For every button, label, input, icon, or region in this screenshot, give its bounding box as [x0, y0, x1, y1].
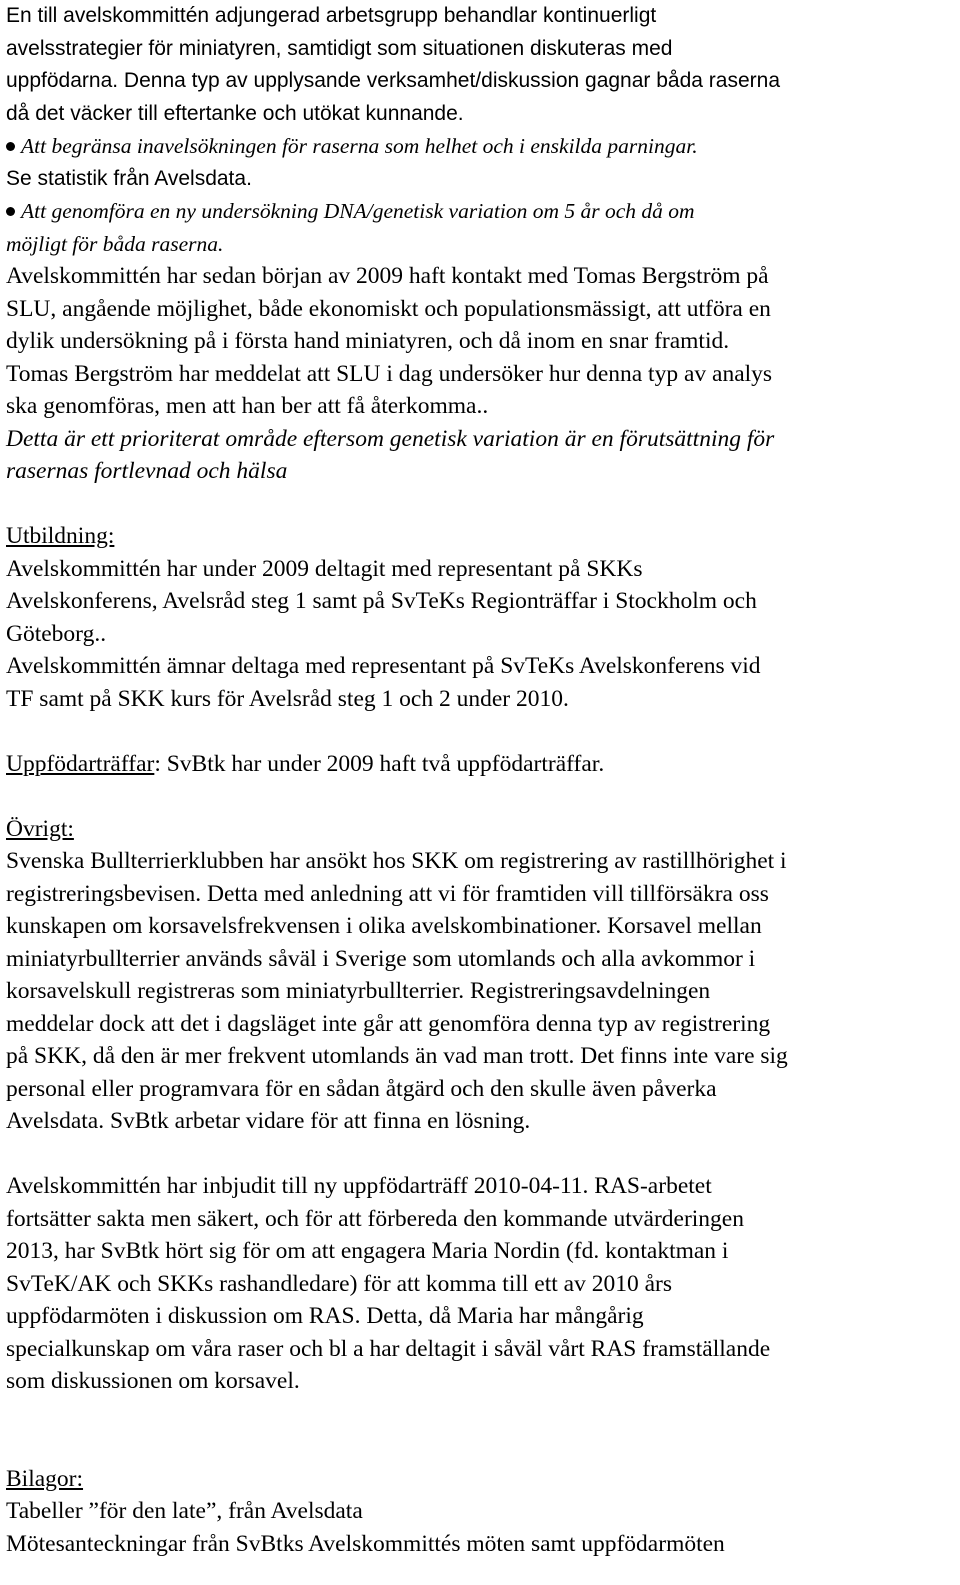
text-line: på SKK, då den är mer frekvent utomlands än vad man trott. Det finns inte vare sig	[6, 1043, 788, 1069]
text-line: Se statistik från Avelsdata.	[6, 166, 252, 190]
text-line: Göteborg..	[6, 620, 107, 647]
text-line: En till avelskommittén adjungerad arbetsgrupp behandlar kontinuerligt	[6, 4, 657, 27]
text-line: Avelskommittén har under 2009 deltagit med representant på SKKs	[6, 555, 643, 582]
text-line: 2013, har SvBtk hört sig för om att engagera Maria Nordin (fd. kontaktman i	[6, 1238, 729, 1264]
text-line: Avelskommittén har inbjudit till ny uppfödarträff 2010-04-11. RAS-arbetet	[6, 1173, 712, 1199]
text-line: uppfödarmöten i diskussion om RAS. Detta, då Maria har mångårig	[6, 1303, 644, 1329]
bullet-icon	[6, 207, 15, 216]
spacer	[6, 1398, 956, 1463]
text-line: miniatyrbullterrier används såväl i Sverige som utomlands och alla avkommor i	[6, 945, 756, 972]
text-line: avelsstrategier för miniatyren, samtidigt som situationen diskuteras med	[6, 36, 673, 60]
section-heading: Övrigt:	[6, 815, 74, 842]
text-line: fortsätter sakta men säkert, och för att förbereda den kommande utvärderingen	[6, 1205, 744, 1232]
section-bilagor	[6, 1463, 956, 1561]
text-line: SvTeK/AK och SKKs rashandledare) för att komma till ett av 2010 års	[6, 1270, 672, 1297]
text-line: registreringsbevisen. Detta med anledning att vi för framtiden vill tillförsäkra oss	[6, 880, 769, 907]
spacer	[6, 715, 956, 748]
goal-item-inbreeding: Att begränsa inavelsökningen för raserna som helhet och i enskilda parningar.	[6, 130, 956, 163]
text-line: Tomas Bergström har meddelat att SLU i dag undersöker hur denna typ av analys	[6, 360, 773, 387]
section-uppfodartraffar	[6, 748, 956, 781]
text-line: Svenska Bullterrierklubben har ansökt hos SKK om registrering av rastillhörighet i	[6, 848, 787, 874]
text-line: Avelskommittén har sedan början av 2009 haft kontakt med Tomas Bergström på	[6, 263, 769, 289]
spacer	[6, 1138, 956, 1171]
goal-list	[6, 130, 956, 260]
text-line: specialkunskap om våra raser och bl a har deltagit i såväl vårt RAS framställande	[6, 1335, 771, 1362]
text-line: dylik undersökning på i första hand miniatyren, och då inom en snar framtid.	[6, 328, 730, 354]
priority-note	[6, 423, 956, 488]
intro-paragraph	[6, 0, 956, 130]
section-utbildning	[6, 520, 956, 715]
text-line: rasernas fortlevnad och hälsa	[6, 458, 288, 484]
text-line: kunskapen om korsavelsfrekvensen i olika avelskombinationer. Korsavel mellan	[6, 913, 762, 939]
section-ovrigt	[6, 813, 956, 1398]
attachment-item: Tabeller ”för den late”, från Avelsdata	[6, 1498, 363, 1524]
section-heading: Utbildning:	[6, 523, 115, 549]
text-line: korsavelskull registreras som miniatyrbullterrier. Registreringsavdelningen	[6, 978, 711, 1004]
dna-paragraph	[6, 260, 956, 423]
text-line: Avelskommittén ämnar deltaga med representant på SvTeKs Avelskonferens vid	[6, 653, 761, 679]
bullet-icon	[6, 142, 15, 151]
text-line: SLU, angående möjlighet, både ekonomiskt och populationsmässigt, att utföra en	[6, 295, 771, 322]
text-line: Avelskonferens, Avelsråd steg 1 samt på SvTeKs Regionträffar i Stockholm och	[6, 588, 757, 614]
text-line: ska genomföras, men att han ber att få återkomma..	[6, 393, 489, 419]
text-line: Avelsdata. SvBtk arbetar vidare för att finna en lösning.	[6, 1108, 531, 1134]
text-line: då det väcker till eftertanke och utökat kunnande.	[6, 101, 464, 125]
text-line: som diskussionen om korsavel.	[6, 1368, 300, 1394]
text-line: meddelar dock att det i dagsläget inte går att genomföra denna typ av registrering	[6, 1010, 771, 1037]
text-line: TF samt på SKK kurs för Avelsråd steg 1 och 2 under 2010.	[6, 685, 569, 712]
attachment-item: Mötesanteckningar från SvBtks Avelskommittés möten samt uppfödarmöten	[6, 1530, 725, 1557]
text-line: personal eller programvara för en sådan åtgärd och den skulle även påverka	[6, 1075, 717, 1102]
text-line: möjligt för båda raserna.	[6, 231, 224, 256]
section-line: Uppfödarträffar: SvBtk har under 2009 haft två uppfödarträffar.	[6, 750, 605, 777]
text-line: Detta är ett prioriterat område eftersom genetisk variation är en förutsättning för	[6, 425, 775, 452]
section-heading: Uppfödarträffar	[6, 750, 155, 777]
document-page	[6, 0, 956, 1560]
section-heading: Bilagor:	[6, 1465, 84, 1492]
text-line: uppfödarna. Denna typ av upplysande verksamhet/diskussion gagnar båda raserna	[6, 69, 780, 92]
goal-item-dna-study: Att genomföra en ny undersökning DNA/genetisk variation om 5 år och då om	[6, 195, 956, 228]
spacer	[6, 780, 956, 813]
spacer	[6, 488, 956, 521]
